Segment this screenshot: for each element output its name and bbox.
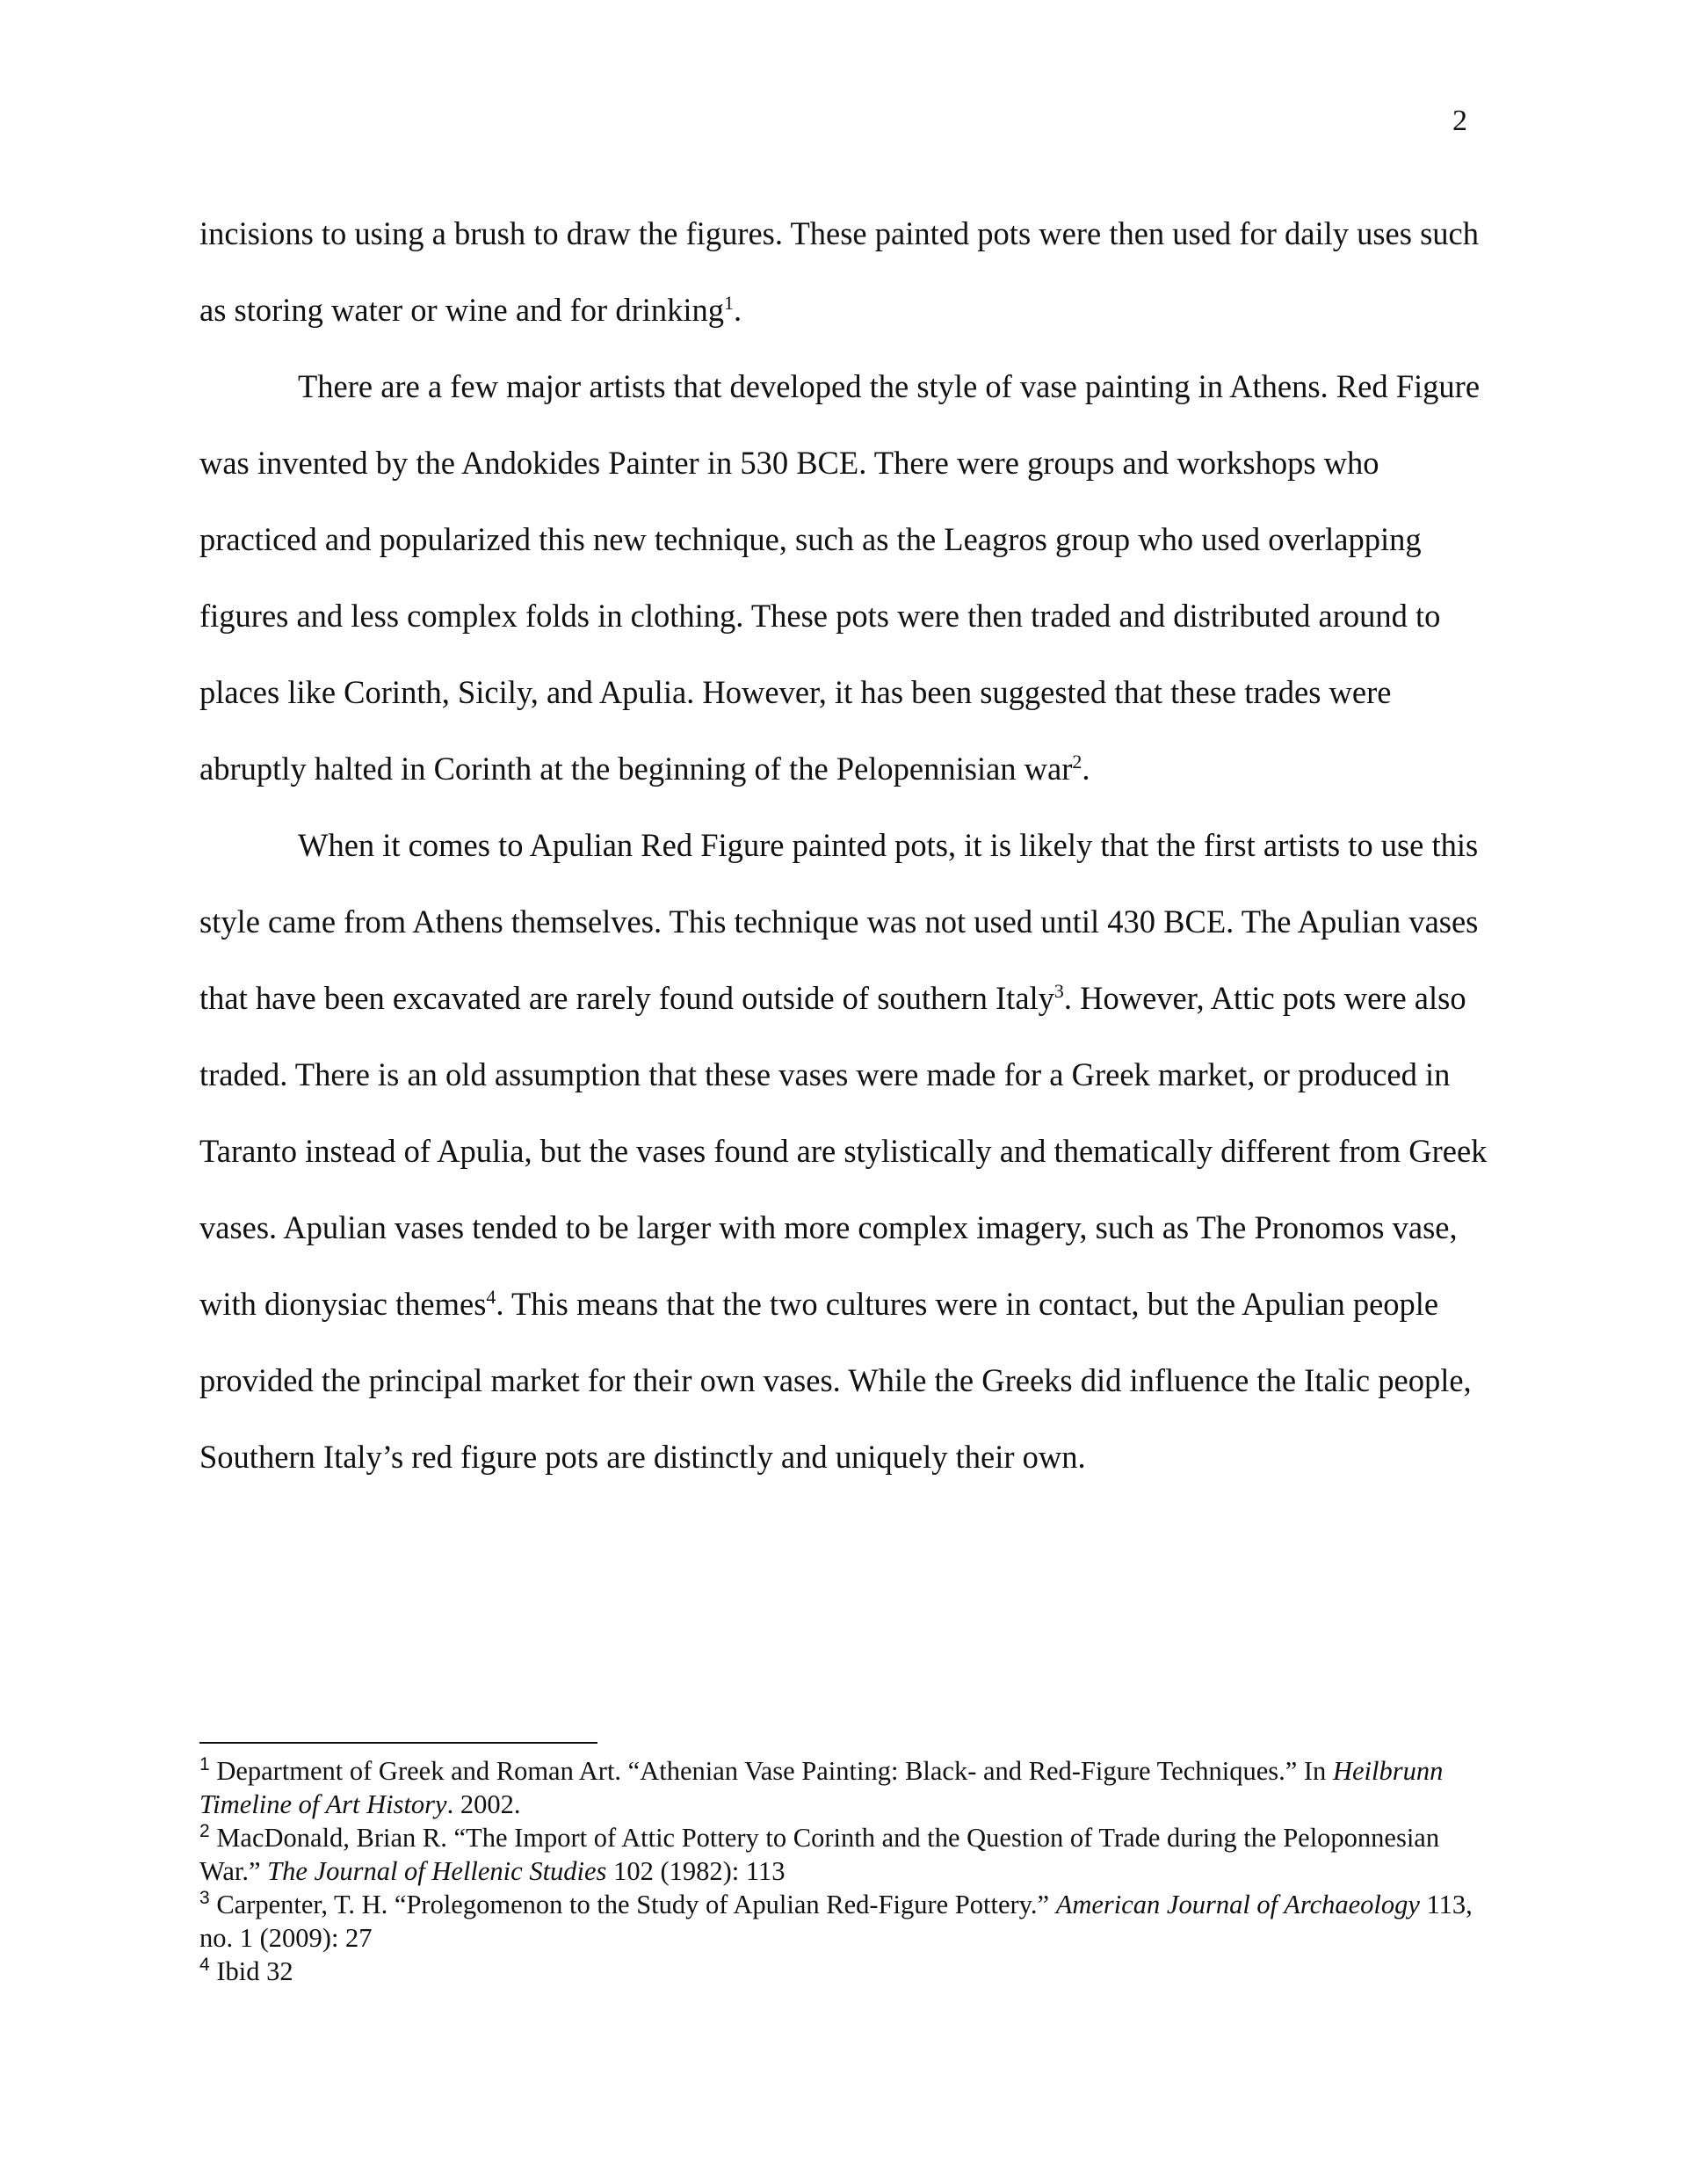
text-segment: . bbox=[1082, 751, 1090, 787]
footnote bbox=[199, 1754, 1500, 1821]
body-text bbox=[199, 195, 1500, 1495]
footnote-number: 3 bbox=[199, 1887, 210, 1908]
footnote-separator bbox=[199, 1742, 597, 1744]
footnote-text: 113, no. 1 (2009): 27 bbox=[199, 1890, 1473, 1953]
footnote-reference[interactable]: 2 bbox=[1072, 750, 1082, 773]
footnote bbox=[199, 1821, 1500, 1888]
footnotes bbox=[199, 1754, 1500, 1988]
footnote-title: American Journal of Archaeology bbox=[1055, 1890, 1420, 1919]
page-number: 2 bbox=[1452, 105, 1467, 137]
footnote-text: Department of Greek and Roman Art. “Athenian Vase Painting: Black- and Red-Figure Techniques.” In bbox=[209, 1756, 1333, 1786]
text-segment: When it comes to Apulian Red Figure painted pots, it is likely that the first artists to use this style came from Athens themselves. This technique was not used until 430 BCE. The Apulian vases that have been excavated are rarely found outside of southern Italy bbox=[199, 827, 1479, 1016]
footnote-text: MacDonald, Brian R. “The Import of Attic Pottery to Corinth and the Question of Trade during the Peloponnesian War.” bbox=[199, 1823, 1440, 1886]
paragraph bbox=[199, 348, 1500, 807]
footnote-reference[interactable]: 4 bbox=[486, 1285, 496, 1308]
footnote-title: Heilbrunn Timeline of Art History bbox=[199, 1756, 1444, 1819]
footnote-text: . 2002. bbox=[446, 1789, 521, 1819]
text-segment: . bbox=[733, 292, 742, 328]
footnote bbox=[199, 1955, 1500, 1988]
footnote-number: 2 bbox=[199, 1820, 210, 1841]
footnote-reference[interactable]: 3 bbox=[1053, 979, 1064, 1002]
footnote-reference[interactable]: 1 bbox=[724, 291, 734, 314]
text-segment: . However, Attic pots were also traded. There is an old assumption that these vases were made for a Greek market, or produced in Taranto instead of Apulia, but the vases found are stylistically and thematically different from Greek vases. Apulian vases tended to be larger with more complex imagery, such as The Pronomos vase, with dionysiac themes bbox=[199, 980, 1488, 1322]
text-segment: . This means that the two cultures were in contact, but the Apulian people provided the principal market for their own vases. While the Greeks did influence the Italic people, Southern Italy’s red figure pots are distinctly and uniquely their own. bbox=[199, 1286, 1472, 1475]
footnote-number: 1 bbox=[199, 1753, 210, 1774]
footnote bbox=[199, 1888, 1500, 1955]
footnote-number: 4 bbox=[199, 1954, 210, 1975]
paragraph bbox=[199, 807, 1500, 1495]
text-segment: incisions to using a brush to draw the figures. These painted pots were then used for daily uses such as storing water or wine and for drinking bbox=[199, 215, 1479, 328]
footnote-text: Ibid 32 bbox=[209, 1956, 293, 1986]
footnote-text: 102 (1982): 113 bbox=[606, 1856, 786, 1886]
paragraph bbox=[199, 195, 1500, 348]
text-segment: There are a few major artists that developed the style of vase painting in Athens. Red Figure was invented by the Andokides Painter in 530 BCE. There were groups and workshops who practiced and popularized this new technique, such as the Leagros group who used overlapping figures and less complex folds in clothing. These pots were then traded and distributed around to places like Corinth, Sicily, and Apulia. However, it has been suggested that these trades were abruptly halted in Corinth at the beginning of the Pelopennisian war bbox=[199, 368, 1481, 787]
footnote-title: The Journal of Hellenic Studies bbox=[267, 1856, 607, 1886]
footnote-text: Carpenter, T. H. “Prolegomenon to the Study of Apulian Red-Figure Pottery.” bbox=[209, 1890, 1056, 1919]
